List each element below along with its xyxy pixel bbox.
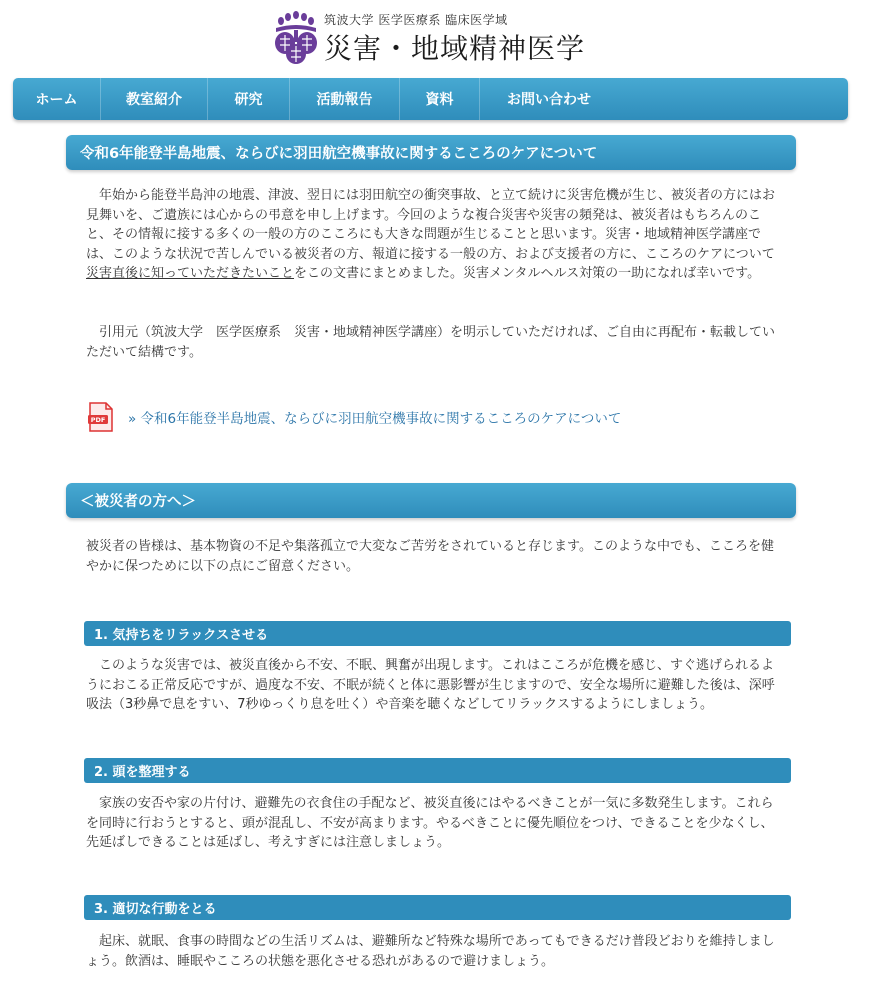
university-emblem-icon[interactable]	[268, 10, 324, 66]
tip-body-organize: 家族の安否や家の片付け、避難先の衣食住の手配など、被災直後にはやるべきことが一気に多数発生します。これらを同時に行おうとすると、頭が混乱し、不安が高まります。やるべきことに優先順位をつけ、できることを少なくし、先延ばしできることは延ばし、考えすぎには注意しましょう。	[86, 796, 774, 850]
victims-intro-paragraph: 被災者の皆様は、基本物資の不足や集落孤立で大変なご苦労をされていると存じます。このような中でも、こころを健やかに保つために以下の点にご留意ください。	[86, 539, 774, 574]
section-heading-care: 令和6年能登半島地震、ならびに羽田航空機事故に関するこころのケアについて	[66, 135, 796, 170]
site-title[interactable]: 災害・地域精神医学	[324, 32, 586, 65]
nav-item-research[interactable]: 研究	[208, 78, 290, 120]
intro-text-a: 年始から能登半島沖の地震、津波、翌日には羽田航空の衝突事故、と立て続けに災害危機が生じ、被災者の方にはお見舞いを、ご遺族には心からの弔意を申し上げます。今回のような複合災害や災害の頻発は、被災者はもちろんのこと、その情報に接する多くの一般の方のこころにも大きな問題が生じることと思います。災害・地域精神医学講座では、このような状況で苦しんでいる被災者の方、報道に接する一般の方、および支援者の方に、こころのケアについて	[86, 188, 776, 262]
tip-heading-relax: 1. 気持ちをリラックスさせる	[84, 621, 791, 646]
tip-heading-action: 3. 適切な行動をとる	[84, 895, 791, 920]
pdf-document-link[interactable]: » 令和6年能登半島地震、ならびに羽田航空機事故に関するこころのケアについて	[128, 411, 622, 427]
nav-item-materials[interactable]: 資料	[400, 78, 480, 120]
tip-body-action: 起床、就眠、食事の時間などの生活リズムは、避難所など特殊な場所であってもできるだけ普段どおりを維持しましょう。飲酒は、睡眠やこころの状態を悪化させる恐れがあるので避けましょう。	[86, 934, 775, 969]
nav-item-activities[interactable]: 活動報告	[290, 78, 400, 120]
section-heading-victims: ＜被災者の方へ＞	[66, 483, 796, 518]
citation-paragraph: 引用元（筑波大学 医学医療系 災害・地域精神医学講座）を明示していただければ、ご自由に再配布・転載していただいて結構です。	[86, 325, 776, 360]
svg-text:PDF: PDF	[90, 416, 106, 424]
nav-item-contact[interactable]: お問い合わせ	[507, 92, 591, 108]
intro-text-b: をこの文書にまとめました。災害メンタルヘルス対策の一助になれば幸いです。	[294, 266, 761, 281]
site-header	[0, 0, 870, 76]
nav-item-home[interactable]: ホーム	[13, 78, 101, 120]
tip-body-relax: このような災害では、被災直後から不安、不眠、興奮が出現します。これはこころが危機を感じ、すぐ逃げられるようにおこる正常反応ですが、過度な不安、不眠が続くと体に悪影響が生じますので、安全な場所に避難した後は、深呼吸法（3秒鼻で息をすい、7秒ゆっくり息を吐く）や音楽を聴くなどしてリラックスするようにしましょう。	[86, 658, 775, 712]
main-nav	[13, 78, 848, 120]
nav-item-about[interactable]: 教室紹介	[101, 78, 208, 120]
tip-heading-organize: 2. 頭を整理する	[84, 758, 791, 783]
pdf-file-icon[interactable]	[88, 402, 114, 432]
header-subtitle: 筑波大学 医学医療系 臨床医学域	[324, 13, 508, 27]
pdf-download-row	[88, 402, 621, 432]
intro-paragraph	[86, 186, 776, 284]
intro-underlined-text: 災害直後に知っていただきたいこと	[86, 266, 295, 281]
